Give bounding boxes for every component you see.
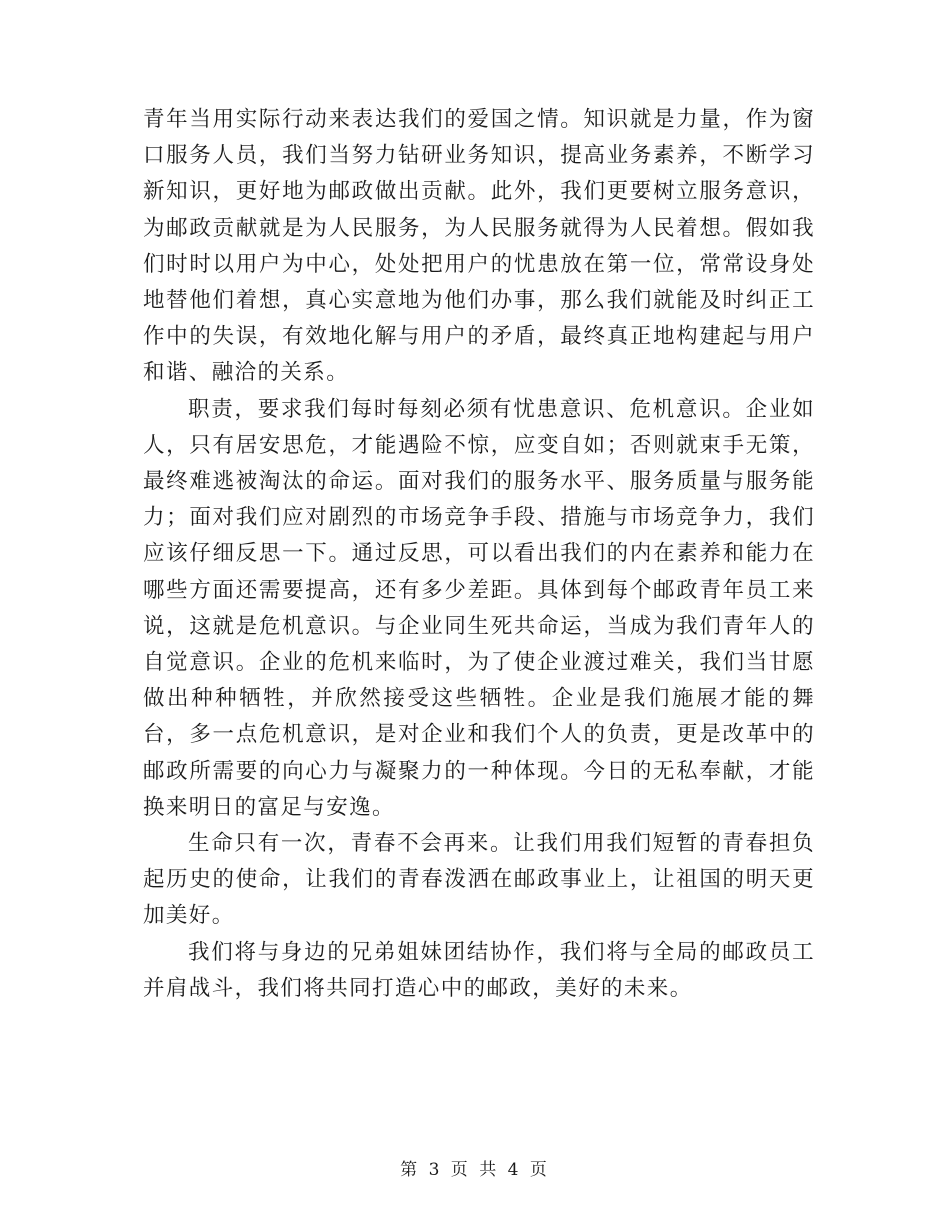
- paragraph-3: 生命只有一次，青春不会再来。让我们用我们短暂的青春担负起历史的使命，让我们的青春泼洒在邮政事业上，让祖国的明天更加美好。: [143, 831, 815, 929]
- page-number-footer: 第 3 页 共 4 页: [400, 1160, 550, 1180]
- paragraph-1: 青年当用实际行动来表达我们的爱国之情。知识就是力量，作为窗口服务人员，我们当努力钻研业务知识，提高业务素养，不断学习新知识，更好地为邮政做出贡献。此外，我们更要树立服务意识，为邮政贡献就是为人民服务，为人民服务就得为人民着想。假如我们时时以用户为中心，处处把用户的忧患放在第一位，常常设身处地替他们着想，真心实意地为他们办事，那么我们就能及时纠正工作中的失误，有效地化解与用户的矛盾，最终真正地构建起与用户和谐、融洽的关系。: [143, 107, 815, 386]
- document-body: [143, 102, 815, 1007]
- paragraph-2: 职责，要求我们每时每刻必须有忧患意识、危机意识。企业如人，只有居安思危，才能遇险不惊，应变自如；否则就束手无策，最终难逃被淘汰的命运。面对我们的服务水平、服务质量与服务能力；面对我们应对剧烈的市场竞争手段、措施与市场竞争力，我们应该仔细反思一下。通过反思，可以看出我们的内在素养和能力在哪些方面还需要提高，还有多少差距。具体到每个邮政青年员工来说，这就是危机意识。与企业同生死共命运，当成为我们青年人的自觉意识。企业的危机来临时，为了使企业渡过难关，我们当甘愿做出种种牺牲，并欣然接受这些牺牲。企业是我们施展才能的舞台，多一点危机意识，是对企业和我们个人的负责，更是改革中的邮政所需要的向心力与凝聚力的一种体现。今日的无私奉献，才能换来明日的富足与安逸。: [143, 396, 815, 820]
- paragraph-4: 我们将与身边的兄弟姐妹团结协作，我们将与全局的邮政员工并肩战斗，我们将共同打造心中的邮政，美好的未来。: [143, 939, 815, 1001]
